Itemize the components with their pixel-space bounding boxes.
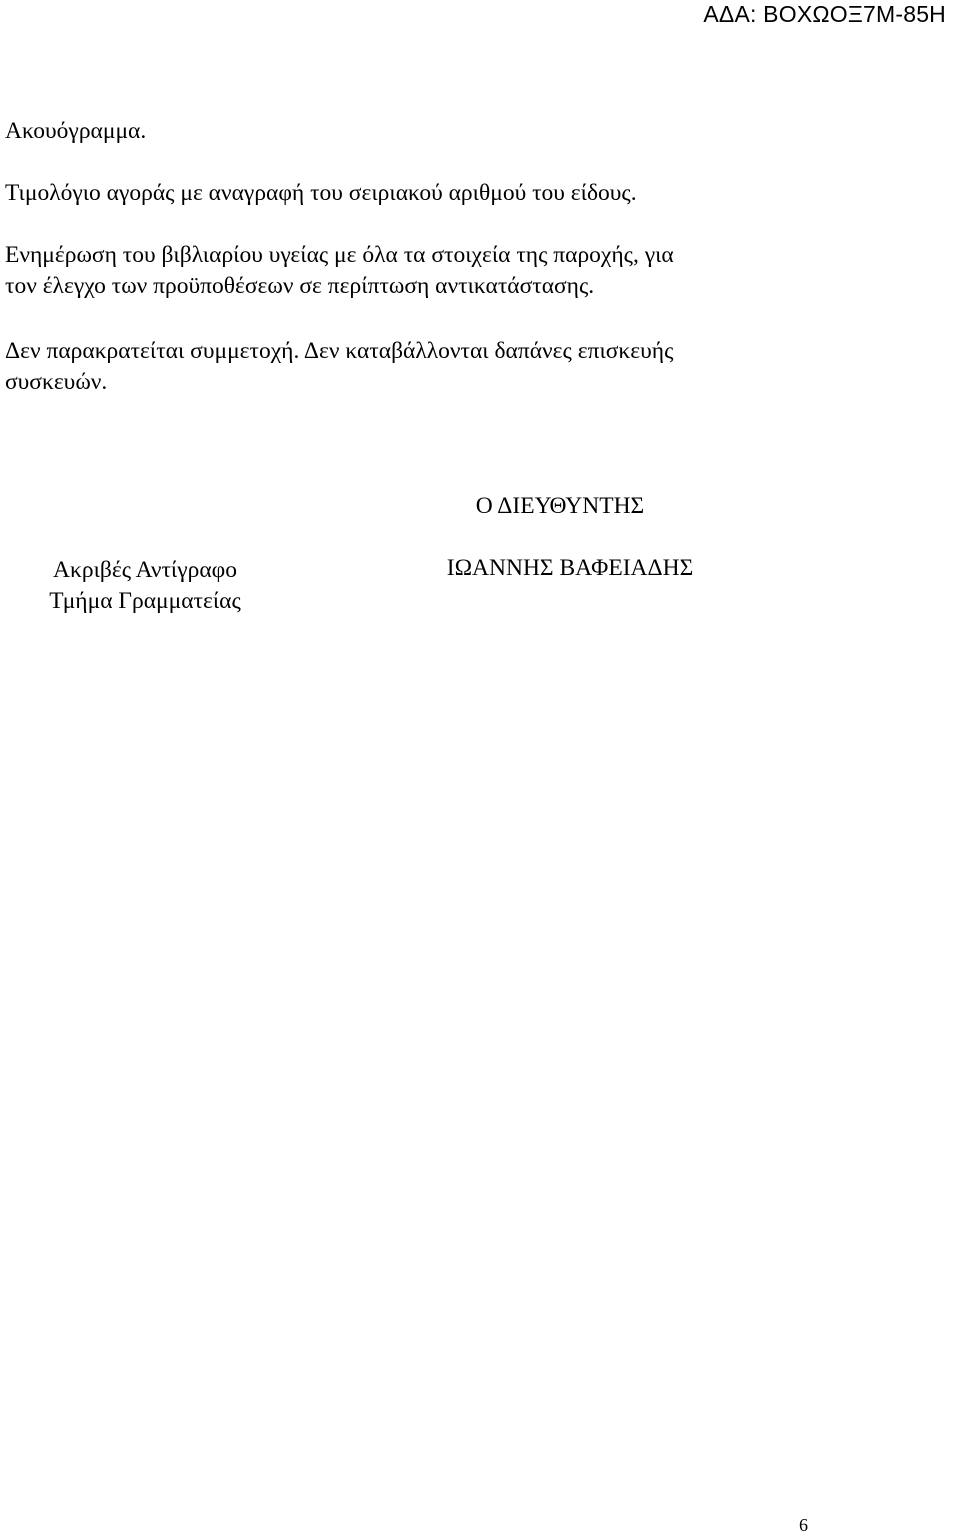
item-health-booklet-update — [5, 240, 955, 302]
item-line: τον έλεγχο των προϋποθέσεων σε περίπτωση αντικατάστασης. — [5, 273, 595, 299]
item-purchase-invoice — [5, 178, 955, 209]
item-line: Δεν παρακρατείται συμμετοχή. Δεν καταβάλλονται δαπάνες επισκευής — [5, 338, 674, 364]
certified-copy-label: Ακριβές Αντίγραφο — [53, 557, 237, 583]
secretariat-department-label: Τμήμα Γραμματείας — [49, 588, 241, 614]
item-line: συσκευών. — [5, 369, 108, 395]
page-number: 6 — [799, 1515, 808, 1535]
item-line: Τιμολόγιο αγοράς με αναγραφή του σειριακού αριθμού του είδους. — [5, 180, 637, 206]
item-hearing-test — [5, 116, 955, 147]
item-line: Ενημέρωση του βιβλιαρίου υγείας με όλα τα στοιχεία της παροχής, για — [5, 242, 674, 268]
item-no-participation — [5, 336, 955, 398]
ada-code: ΑΔΑ: ΒΟΧΩΟΞ7Μ-85Η — [703, 1, 946, 27]
item-line: Ακουόγραμμα. — [5, 118, 147, 144]
signature-name: ΙΩΑΝΝΗΣ ΒΑΦΕΙΑΔΗΣ — [446, 555, 694, 581]
signature-title: Ο ΔΙΕΥΘΥΝΤΗΣ — [475, 493, 645, 519]
